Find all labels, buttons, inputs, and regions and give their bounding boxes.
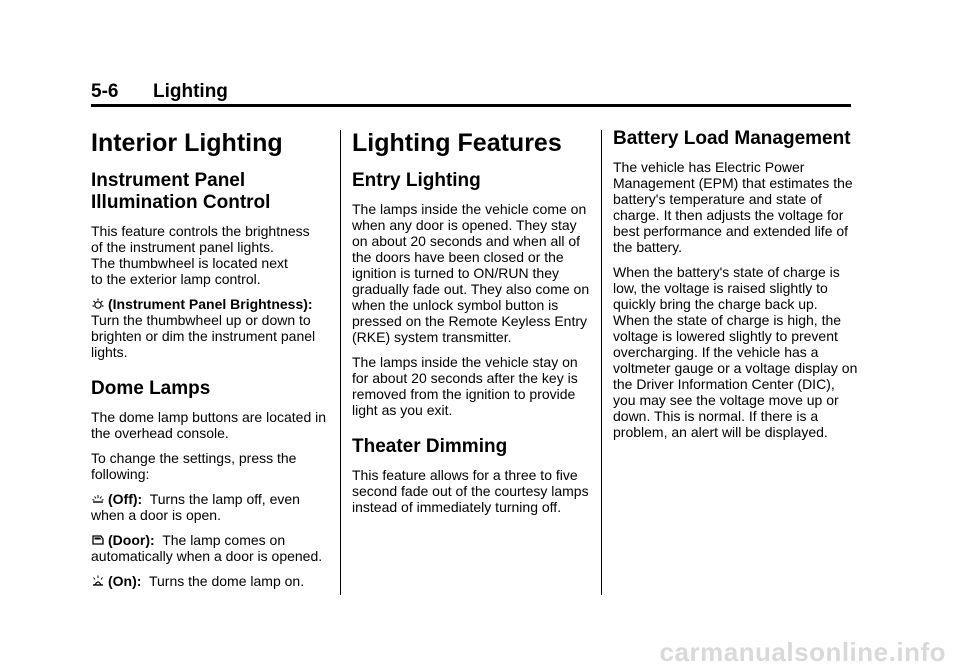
panel-brightness-icon — [91, 297, 105, 311]
entry-paragraph-1: The lamps inside the vehicle come on when any door is opened. They stay on about 20 seconds and when all of the doors have been closed or the ignition is turned to ON/RUN they gradually fade out. They also come on when the unlock symbol button is pressed on the Remote Keyless Entry (RKE) system transmitter. — [352, 201, 590, 345]
column-1 — [91, 128, 331, 598]
brightness-label: (Instrument Panel Brightness): — [108, 296, 313, 312]
brightness-paragraph — [91, 296, 331, 360]
watermark: carmanualsonline.info — [659, 637, 946, 667]
dome-paragraph-2: To change the settings, press the following: — [91, 450, 297, 482]
dome-on-icon — [91, 574, 105, 588]
dome-off-icon — [91, 492, 105, 506]
column-divider-1 — [340, 130, 341, 595]
off-text: Turns the lamp off, even when a door is open. — [91, 491, 300, 523]
dome-paragraph-1: The dome lamp buttons are located in the overhead console. — [91, 409, 327, 441]
theater-dimming-heading: Theater Dimming — [352, 436, 508, 457]
dome-door-icon — [91, 533, 105, 547]
lighting-features-heading: Lighting Features — [352, 129, 562, 157]
column-divider-2 — [601, 130, 602, 595]
section-number: 5-6 — [91, 81, 119, 102]
battery-load-heading: Battery Load Management — [613, 128, 851, 149]
section-title: Lighting — [153, 81, 228, 102]
dome-on-paragraph — [91, 573, 331, 589]
door-text: The lamp comes on automatically when a door is opened. — [91, 532, 323, 564]
theater-paragraph: This feature allows for a three to five second fade out of the courtesy lamps instead of immediately turning off. — [352, 467, 589, 515]
entry-lighting-heading: Entry Lighting — [352, 170, 481, 191]
battery-paragraph-1: The vehicle has Electric Power Management (EPM) that estimates the battery's temperature and state of charge. It then adjusts the voltage for best performance and extended life of the battery. — [613, 159, 853, 255]
on-label: (On): — [108, 573, 142, 589]
door-label: (Door): — [108, 532, 155, 548]
dome-lamps-heading: Dome Lamps — [91, 378, 211, 399]
battery-paragraph-2: When the battery's state of charge is low, the voltage is raised slightly to quickly bring the charge back up. When the state of charge is high, the voltage is lowered slightly to prevent overcharging. If the vehicle has a voltmeter gauge or a voltage display on the Driver Information Center (DIC), you may see the voltage move up or down. This is normal. If there is a problem, an alert will be displayed. — [613, 264, 858, 440]
brightness-text: Turn the thumbwheel up or down to brighten or dim the instrument panel lights. — [91, 312, 316, 360]
column-3 — [613, 128, 858, 449]
entry-paragraph-2: The lamps inside the vehicle stay on for about 20 seconds after the key is removed from the ignition to provide light as you exit. — [352, 354, 578, 418]
dome-off-paragraph — [91, 491, 331, 523]
ipic-paragraph: This feature controls the brightness of the instrument panel lights. The thumbwheel is located next to the exterior lamp control. — [91, 223, 310, 287]
interior-lighting-heading: Interior Lighting — [91, 129, 283, 157]
column-2 — [352, 128, 592, 524]
off-label: (Off): — [108, 491, 143, 507]
dome-door-paragraph — [91, 532, 331, 564]
ipic-heading: Instrument Panel Illumination Control — [91, 170, 271, 213]
on-text: Turns the dome lamp on. — [148, 573, 305, 589]
page-header — [91, 80, 851, 107]
